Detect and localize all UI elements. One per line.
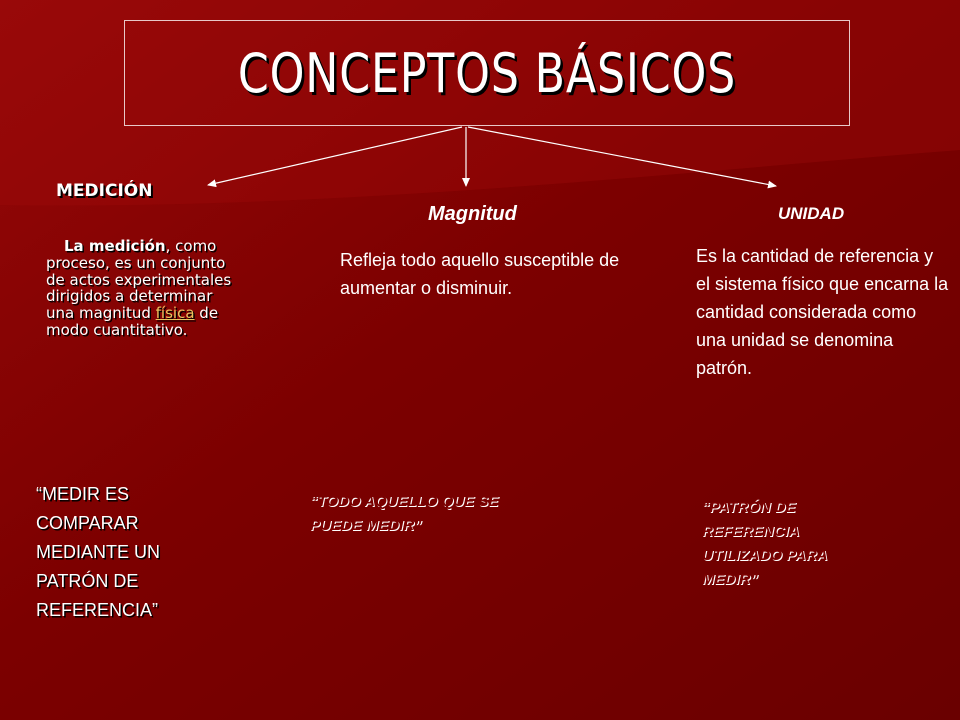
quote-line: PATRÓN DE xyxy=(36,571,139,591)
medicion-lead: La medición xyxy=(64,237,166,255)
arrow-to-unidad xyxy=(468,127,776,186)
quote-line: REFERENCIA xyxy=(702,523,800,540)
medicion-body-end: de modo cuantitativo. xyxy=(46,304,219,339)
magnitud-description: Refleja todo aquello susceptible de aumentar o disminuir. xyxy=(340,250,620,298)
quote-line: REFERENCIA” xyxy=(36,600,159,620)
quote-line: MEDIANTE UN xyxy=(36,542,161,562)
unidad-heading: UNIDAD xyxy=(778,204,845,223)
fisica-link[interactable]: física xyxy=(155,304,195,323)
quote-line: COMPARAR xyxy=(36,513,139,533)
magnitud-heading: Magnitud xyxy=(428,203,517,225)
unidad-quote xyxy=(702,496,922,592)
medicion-quote xyxy=(36,480,236,625)
quote-line: “MEDIR ES xyxy=(36,484,130,504)
quote-line: PUEDE MEDIR” xyxy=(310,517,422,534)
medicion-description xyxy=(46,238,232,339)
medicion-heading: MEDICIÓN xyxy=(56,181,153,201)
medicion-body-start: , como proceso, es un conjunto de actos experimentales dirigidos a determinar una magnitud xyxy=(46,237,232,323)
unidad-description: Es la cantidad de referencia y el sistema físico que encarna la cantidad considerada como una unidad se denomina patrón. xyxy=(696,246,949,378)
magnitud-quote xyxy=(310,490,630,538)
arrow-to-medicion xyxy=(208,127,462,185)
quote-line: MEDIR” xyxy=(702,571,758,588)
quote-line: “TODO AQUELLO QUE SE xyxy=(310,493,499,510)
page-title: CONCEPTOS BÁSICOS xyxy=(237,42,737,105)
quote-line: “PATRÓN DE xyxy=(702,499,796,516)
quote-line: UTILIZADO PARA xyxy=(702,547,828,564)
